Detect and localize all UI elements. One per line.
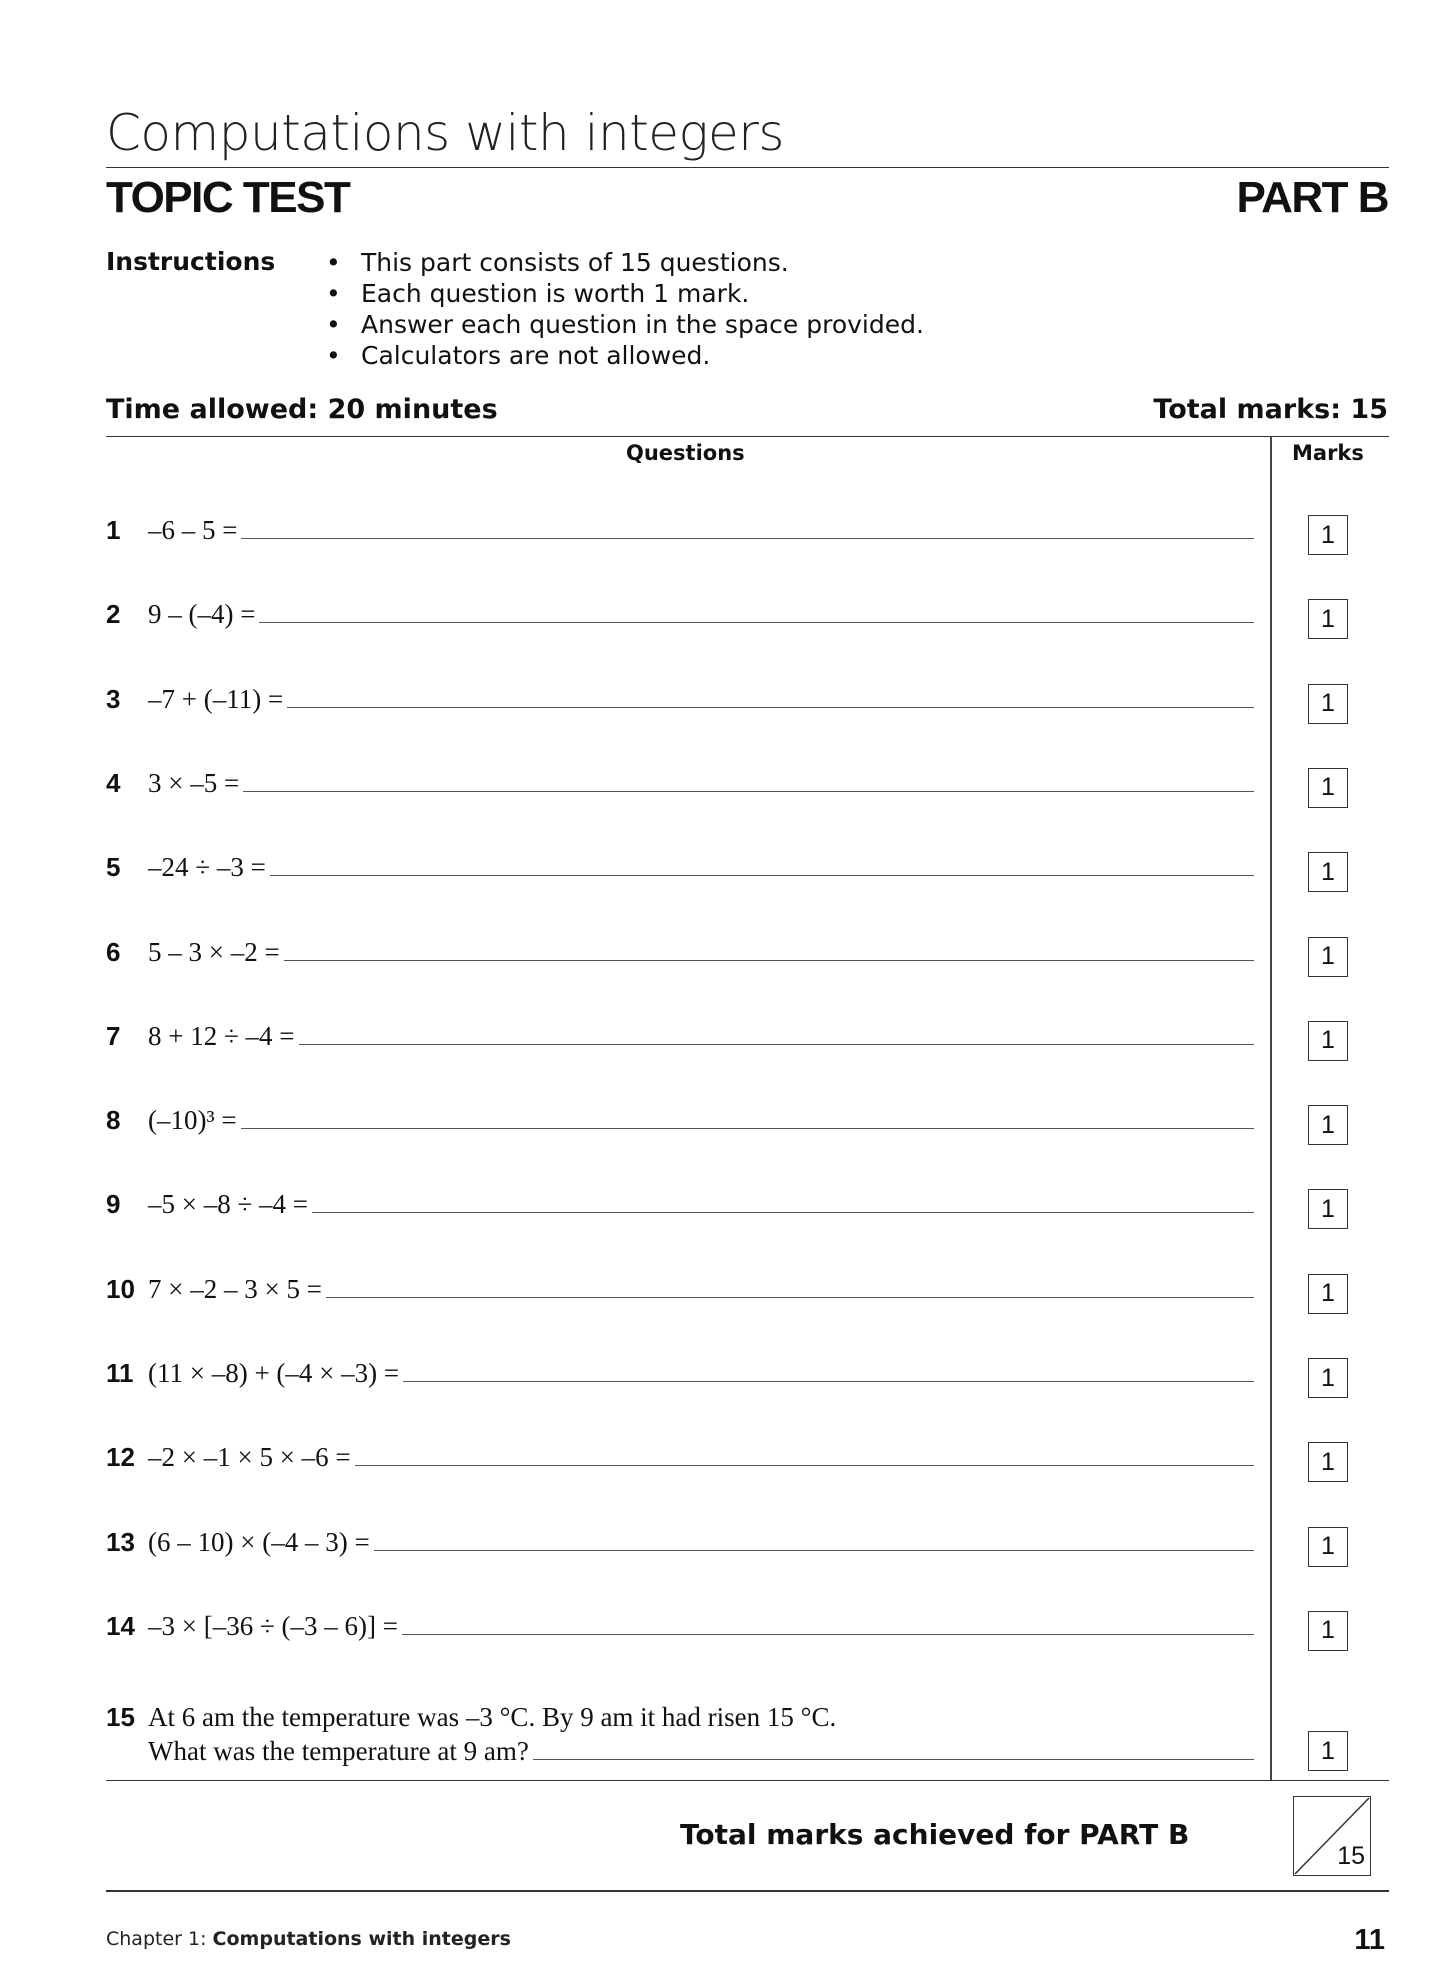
question-6 <box>106 927 1254 967</box>
table-bottom-divider <box>106 1780 1389 1781</box>
question-text: –5 × –8 ÷ –4 = <box>148 1189 309 1220</box>
instruction-item: • Calculators are not allowed. <box>326 340 924 371</box>
answer-line[interactable] <box>403 1380 1254 1382</box>
total-score-box[interactable] <box>1293 1796 1371 1876</box>
question-text: (6 – 10) × (–4 – 3) = <box>148 1526 370 1557</box>
part-heading: PART B <box>1236 173 1388 222</box>
question-number: 15 <box>106 1702 135 1732</box>
mark-box: 1 <box>1308 1442 1348 1482</box>
chapter-title: Computations with integers <box>212 1928 511 1950</box>
mark-box: 1 <box>1308 1189 1348 1229</box>
mark-box: 1 <box>1308 684 1348 724</box>
mark-box: 1 <box>1308 1274 1348 1314</box>
question-3 <box>106 674 1254 714</box>
question-number: 3 <box>106 683 121 714</box>
instruction-item: • Answer each question in the space provided. <box>326 309 924 340</box>
mark-box: 1 <box>1308 1021 1348 1061</box>
mark-box: 1 <box>1308 768 1348 808</box>
question-text: 3 × –5 = <box>148 767 240 798</box>
answer-line[interactable] <box>270 874 1254 876</box>
question-text: 7 × –2 – 3 × 5 = <box>148 1273 322 1304</box>
question-number: 1 <box>106 515 121 545</box>
title-divider <box>106 167 1389 168</box>
question-12 <box>106 1432 1254 1472</box>
question-1 <box>106 505 1254 545</box>
question-2 <box>106 589 1254 629</box>
question-text: –24 ÷ –3 = <box>148 852 266 883</box>
answer-line[interactable] <box>241 537 1254 539</box>
question-number: 6 <box>106 936 121 967</box>
question-5 <box>106 842 1254 882</box>
question-text: –6 – 5 = <box>148 515 238 545</box>
question-number: 8 <box>106 1105 121 1136</box>
page-title: Computations with integers <box>106 104 784 162</box>
answer-line[interactable] <box>284 959 1254 961</box>
answer-line[interactable] <box>243 790 1254 792</box>
answer-line[interactable] <box>287 706 1254 708</box>
mark-box: 1 <box>1308 599 1348 639</box>
footer-divider <box>106 1890 1389 1892</box>
question-text: (11 × –8) + (–4 × –3) = <box>148 1358 400 1388</box>
question-13 <box>106 1517 1254 1557</box>
marks-column-header: Marks <box>1292 441 1364 465</box>
question-number: 12 <box>106 1442 135 1473</box>
answer-line[interactable] <box>312 1211 1254 1213</box>
mark-box: 1 <box>1308 937 1348 977</box>
answer-line[interactable] <box>259 621 1254 623</box>
topic-test-heading: TOPIC TEST <box>106 173 350 222</box>
mark-box: 1 <box>1308 515 1348 555</box>
mark-box: 1 <box>1308 1731 1348 1771</box>
question-text: –3 × [–36 ÷ (–3 – 6)] = <box>148 1610 398 1641</box>
question-number: 14 <box>106 1610 135 1641</box>
total-denominator: 15 <box>1337 1842 1365 1870</box>
mark-box: 1 <box>1308 1105 1348 1145</box>
question-14 <box>106 1601 1254 1641</box>
question-4 <box>106 758 1254 798</box>
time-allowed: Time allowed: 20 minutes <box>106 394 498 425</box>
total-marks: Total marks: 15 <box>1153 394 1388 425</box>
question-11 <box>106 1348 1254 1388</box>
chapter-prefix: Chapter 1: <box>106 1928 213 1950</box>
question-text: (–10)³ = <box>148 1105 237 1136</box>
answer-line[interactable] <box>326 1296 1254 1298</box>
chapter-footer <box>106 1928 511 1950</box>
question-number: 10 <box>106 1273 135 1304</box>
question-text: –7 + (–11) = <box>148 683 284 714</box>
answer-line[interactable] <box>374 1549 1254 1551</box>
mark-box: 1 <box>1308 1358 1348 1398</box>
mark-box: 1 <box>1308 852 1348 892</box>
instruction-item: • Each question is worth 1 mark. <box>326 278 924 309</box>
question-text: 9 – (–4) = <box>148 599 256 630</box>
answer-line[interactable] <box>402 1633 1254 1635</box>
marks-column-divider <box>1270 436 1272 1780</box>
question-number: 2 <box>106 599 121 630</box>
question-7 <box>106 1011 1254 1051</box>
total-achieved-label: Total marks achieved for PART B <box>680 1818 1190 1851</box>
instruction-item: • This part consists of 15 questions. <box>326 247 924 278</box>
questions-column-header: Questions <box>626 441 745 465</box>
question-number: 5 <box>106 852 121 883</box>
answer-line[interactable] <box>355 1464 1254 1466</box>
question-number: 11 <box>106 1358 134 1388</box>
instructions-label: Instructions <box>106 247 276 276</box>
question-10 <box>106 1264 1254 1304</box>
question-text: 8 + 12 ÷ –4 = <box>148 1020 295 1051</box>
question-8 <box>106 1095 1254 1135</box>
instructions-list <box>326 247 924 371</box>
question-number: 9 <box>106 1189 121 1220</box>
mark-box: 1 <box>1308 1611 1348 1651</box>
table-top-divider <box>106 436 1389 437</box>
question-number: 13 <box>106 1526 135 1557</box>
mark-box: 1 <box>1308 1527 1348 1567</box>
page-number: 11 <box>1354 1924 1385 1956</box>
question-15 <box>106 1698 1254 1766</box>
answer-line[interactable] <box>533 1758 1254 1760</box>
answer-line[interactable] <box>241 1127 1254 1129</box>
question-text: What was the temperature at 9 am? <box>148 1736 529 1766</box>
question-number: 7 <box>106 1020 121 1051</box>
question-text: –2 × –1 × 5 × –6 = <box>148 1442 351 1473</box>
question-text: 5 – 3 × –2 = <box>148 936 280 967</box>
answer-line[interactable] <box>299 1043 1254 1045</box>
question-9 <box>106 1179 1254 1219</box>
question-number: 4 <box>106 767 121 798</box>
question-text: At 6 am the temperature was –3 °C. By 9 am it had risen 15 °C. <box>148 1702 837 1732</box>
